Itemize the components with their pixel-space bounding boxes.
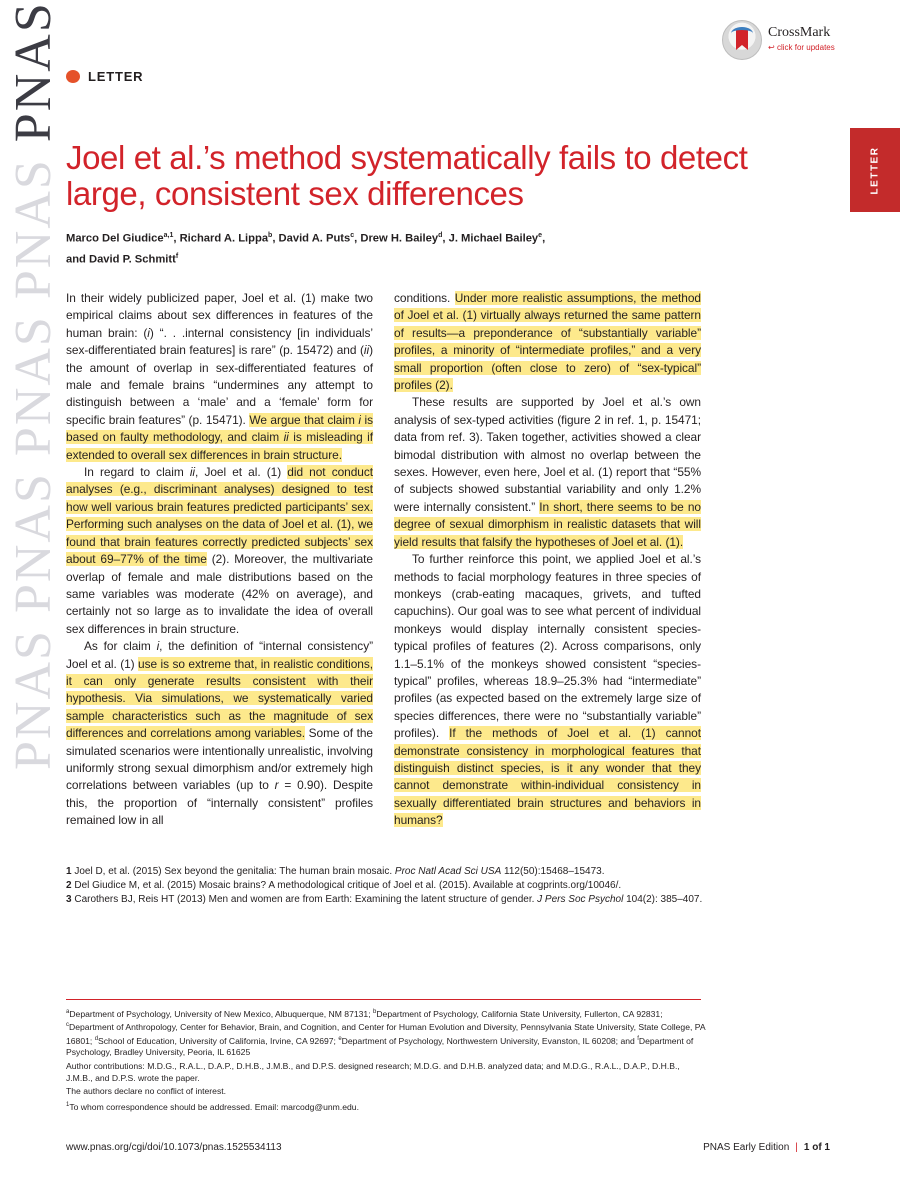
text-run: ) “. . .internal consistency [in individuals’ sex-differentiated brain features] is rare” (p. 15472) and ( bbox=[66, 325, 373, 358]
italic-text: i bbox=[358, 412, 361, 427]
superscript-mark: e bbox=[338, 1035, 342, 1042]
article-title: Joel et al.’s method systematically fails to detect large, consistent sex differences bbox=[66, 139, 748, 212]
highlighted-text bbox=[284, 430, 289, 444]
author-separator: , bbox=[354, 232, 361, 245]
text-run: 112(50):15468–15473. bbox=[501, 866, 605, 877]
body-column-right bbox=[394, 290, 701, 830]
text-run: , the definition of “internal consistency” Joel et al. (1) bbox=[66, 639, 373, 671]
highlighted-text: did not conduct analyses (e.g., discriminant analyses) designed to test how well various brain features predicted participants’ sex. Performing such analyses on the data of Joel et al. (1), we found that brain features correctly predicted subjects’ sex about 69–77% of the time bbox=[66, 465, 374, 567]
author-separator: , bbox=[442, 232, 449, 245]
text-run: School of Education, University of California, Irvine, CA 92697; bbox=[98, 1035, 339, 1046]
superscript-mark: b bbox=[372, 1009, 377, 1015]
crossmark-badge[interactable] bbox=[722, 20, 837, 60]
author-affiliation-mark: b bbox=[268, 232, 273, 239]
italic-text: ii bbox=[189, 465, 196, 480]
affiliation-divider bbox=[66, 999, 701, 1000]
pnas-watermark-word: PNAS bbox=[5, 629, 62, 770]
text-run: , Joel et al. (1) bbox=[195, 465, 288, 480]
crossmark-updates-link[interactable]: ↩ click for updates bbox=[768, 43, 835, 52]
section-label-text: LETTER bbox=[88, 69, 144, 84]
body-column-left bbox=[66, 290, 373, 830]
italic-text: i bbox=[147, 325, 150, 340]
pnas-watermark bbox=[0, 1, 62, 1200]
italic-text: Proc Natl Acad Sci USA bbox=[394, 866, 502, 877]
body-paragraph bbox=[66, 290, 373, 464]
author-name: J. Michael Bailey bbox=[448, 232, 539, 245]
reference-item bbox=[66, 879, 706, 893]
author-affiliation-mark: c bbox=[350, 232, 355, 239]
text-run: (2). Moreover, the multivariate overlap of female and male distributions based on the same variables was moderate (42% on average), and certainly not so large as to invalidate the idea of overall sex differences in brain structure. bbox=[66, 552, 373, 636]
footer-separator: | bbox=[795, 1142, 798, 1153]
italic-text: i bbox=[156, 639, 160, 654]
affiliation-paragraph bbox=[66, 1100, 706, 1113]
highlighted-text: If the methods of Joel et al. (1) cannot demonstrate consistency in morphological features that distinguish distinct species, is it any wonder that they cannot demonstrate within-individual consistency in sexually differentiated brain structures and behaviors in humans? bbox=[394, 726, 701, 828]
text-run bbox=[537, 894, 623, 905]
author-name: Drew H. Bailey bbox=[360, 232, 439, 245]
reference-item bbox=[66, 865, 706, 879]
italic-text: J Pers Soc Psychol bbox=[537, 894, 624, 905]
superscript-mark: c bbox=[66, 1022, 69, 1029]
highlighted-text: In short, there seems to be no degree of sexual dimorphism in realistic datasets that will yield results that falsify the hypotheses of Joel et al. (1). bbox=[394, 499, 701, 549]
text-run: In their widely publicized paper, Joel et al. (1) make two empirical claims about sex differences in features of the human brain: ( bbox=[66, 291, 373, 340]
reference-item bbox=[66, 893, 706, 907]
text-run: Some of the simulated scenarios were intentionally unrealistic, involving uniformly strong sexual dimorphism and/or extremely high correlations between variables (up to bbox=[66, 726, 373, 793]
text-run: Del Giudice M, et al. (2015) Mosaic brains? A methodological critique of Joel et al. (2015). Available at cogprints.org/10046/. bbox=[71, 880, 622, 891]
body-paragraph bbox=[66, 464, 373, 638]
text-run: = 0.90). Despite this, the proportion of “internally consistent” profiles remained low in all bbox=[66, 778, 373, 828]
text-run: The authors declare no conflict of interest. bbox=[66, 1086, 227, 1097]
author-affiliation-mark: f bbox=[175, 252, 179, 260]
author-list bbox=[66, 227, 626, 268]
text-run: Joel D, et al. (2015) Sex beyond the genitalia: The human brain mosaic. bbox=[71, 866, 395, 877]
letter-side-tab-label: LETTER bbox=[869, 146, 881, 194]
author-name: Marco Del Giudice bbox=[66, 232, 164, 245]
footer-page-number: 1 of 1 bbox=[803, 1142, 830, 1153]
footer-doi-link[interactable]: www.pnas.org/cgi/doi/10.1073/pnas.1525534113 bbox=[66, 1142, 282, 1153]
bold-text: 1 bbox=[66, 866, 72, 877]
section-label bbox=[66, 69, 143, 84]
highlighted-text: is based on faulty methodology, and claim bbox=[66, 412, 374, 445]
text-run: Department of Psychology, Northwestern University, Evanston, IL 60208; and bbox=[341, 1035, 638, 1046]
body-paragraph bbox=[394, 394, 701, 551]
superscript-mark: a bbox=[66, 1009, 70, 1015]
text-run: To whom correspondence should be addressed. Email: marcodg@unm.edu. bbox=[69, 1101, 359, 1112]
text-run: To further reinforce this point, we applied Joel et al.’s methods to facial morphology features in three species of monkeys (crab-eating macaques, grivets, and tufted capuchins). Our goal was to see what percent of individual monkeys would display internally consistent species-typical profiles of features (2). Across comparisons, only 1.1–5.1% of the monkeys showed consistent “species-typical” profiles, whereas 18.9–25.3% had “intermediate” profiles (as expected based on the extremely large size of species differences, there were no “substantially variable” profiles). bbox=[394, 552, 701, 741]
author-name: David A. Puts bbox=[278, 232, 351, 245]
superscript-mark: d bbox=[94, 1035, 99, 1042]
text-run: conditions. bbox=[394, 291, 455, 305]
pnas-watermark-word: PNAS bbox=[5, 472, 62, 614]
author-separator: , bbox=[272, 232, 279, 245]
text-run: Carothers BJ, Reis HT (2013) Men and women are from Earth: Examining the latent structure of gender. bbox=[71, 894, 538, 905]
bold-text: 3 bbox=[66, 894, 72, 905]
text-run: 104(2): 385–407. bbox=[623, 894, 703, 905]
text-run: Department of Psychology, University of New Mexico, Albuquerque, NM 87131; bbox=[69, 1008, 373, 1019]
pnas-watermark-word: PNAS bbox=[5, 1, 62, 143]
letter-side-tab bbox=[850, 128, 900, 212]
body-paragraph bbox=[394, 551, 701, 830]
highlighted-text: We argue that claim bbox=[249, 412, 359, 427]
text-run: ) the amount of overlap in sex-differentiated features of male and female brains “undermines any attempt to distinguish between a ‘male’ and a ‘female’ form for specific brain features” (p. 15471). bbox=[66, 343, 373, 427]
superscript-mark: f bbox=[637, 1035, 639, 1042]
crossmark-icon[interactable] bbox=[722, 20, 762, 60]
text-run: Department of Psychology, Bradley University, Peoria, IL 61625 bbox=[66, 1035, 694, 1058]
text-run: Department of Anthropology, Center for Behavior, Brain, and Cognition, and Center for Human Evolution and Diversity, Pennsylvania State University, State College, PA 16801; bbox=[66, 1022, 706, 1046]
text-run: Department of Psychology, California State University, Fullerton, CA 92831; bbox=[376, 1008, 663, 1019]
italic-text: ii bbox=[363, 343, 370, 358]
author-affiliation-mark: d bbox=[438, 232, 443, 239]
text-run: These results are supported by Joel et al.’s own analysis of sex-typed activities (figure 2 in ref. 1, p. 15471; data from ref. 3). Taken together, activities showed a clear bimodal distribution with almost no overlap between the sexes. However, even here, Joel et al. (1) report that “55% of subjects showed substantial variability and only 1.2% were internally consistent.” bbox=[394, 395, 701, 514]
body-paragraph bbox=[394, 290, 701, 394]
footer-edition bbox=[703, 1142, 830, 1153]
text-run bbox=[395, 866, 501, 877]
author-separator: , bbox=[542, 232, 546, 245]
highlighted-text: use is so extreme that, in realistic conditions, it can only generate results consistent with their hypothesis. Via simulations, we systematically varied sample characteristics such as the magnitude of sex differences and correlations among variables. bbox=[66, 656, 373, 741]
section-dot-icon bbox=[66, 70, 80, 83]
affiliation-paragraph bbox=[66, 1007, 706, 1059]
italic-text: ii bbox=[283, 430, 289, 445]
author-affiliation-mark: a,1 bbox=[163, 232, 174, 239]
affiliations-block bbox=[66, 1007, 706, 1115]
author-name: and David P. Schmitt bbox=[66, 253, 176, 266]
body-paragraph bbox=[66, 638, 373, 829]
italic-text: r bbox=[274, 778, 279, 793]
highlighted-text: is misleading if extended to overall sex differences in brain structure. bbox=[66, 430, 374, 462]
author-affiliation-mark: e bbox=[538, 232, 543, 239]
affiliation-paragraph bbox=[66, 1061, 706, 1084]
pnas-watermark-word: PNAS bbox=[5, 315, 62, 457]
author-separator: , bbox=[173, 232, 180, 245]
text-run: In regard to claim bbox=[84, 465, 190, 480]
crossmark-name[interactable]: CrossMark bbox=[768, 25, 831, 40]
pnas-watermark-word: PNAS bbox=[5, 158, 62, 300]
reference-list bbox=[66, 865, 706, 907]
superscript-mark: 1 bbox=[66, 1101, 70, 1108]
author-name: Richard A. Lippa bbox=[179, 232, 269, 245]
highlighted-text: Under more realistic assumptions, the method of Joel et al. (1) virtually always returned the same pattern of results—a preponderance of “substantially variable” profiles, a minority of “intermediate profiles,” and a very small proportion (often close to zero) of “sex-typical” profiles (2). bbox=[394, 291, 701, 393]
text-run: As for claim bbox=[84, 639, 157, 654]
affiliation-paragraph bbox=[66, 1086, 706, 1098]
text-run: Author contributions: M.D.G., R.A.L., D.A.P., D.H.B., J.M.B., and D.P.S. designed research; M.D.G. and D.H.B. analyzed data; and M.D.G., R.A.L., D.A.P., D.H.B., J.M.B., and D.P.S. wrote the paper. bbox=[66, 1060, 680, 1083]
footer-edition-label: PNAS Early Edition bbox=[703, 1142, 790, 1153]
bold-text: 2 bbox=[66, 880, 72, 891]
